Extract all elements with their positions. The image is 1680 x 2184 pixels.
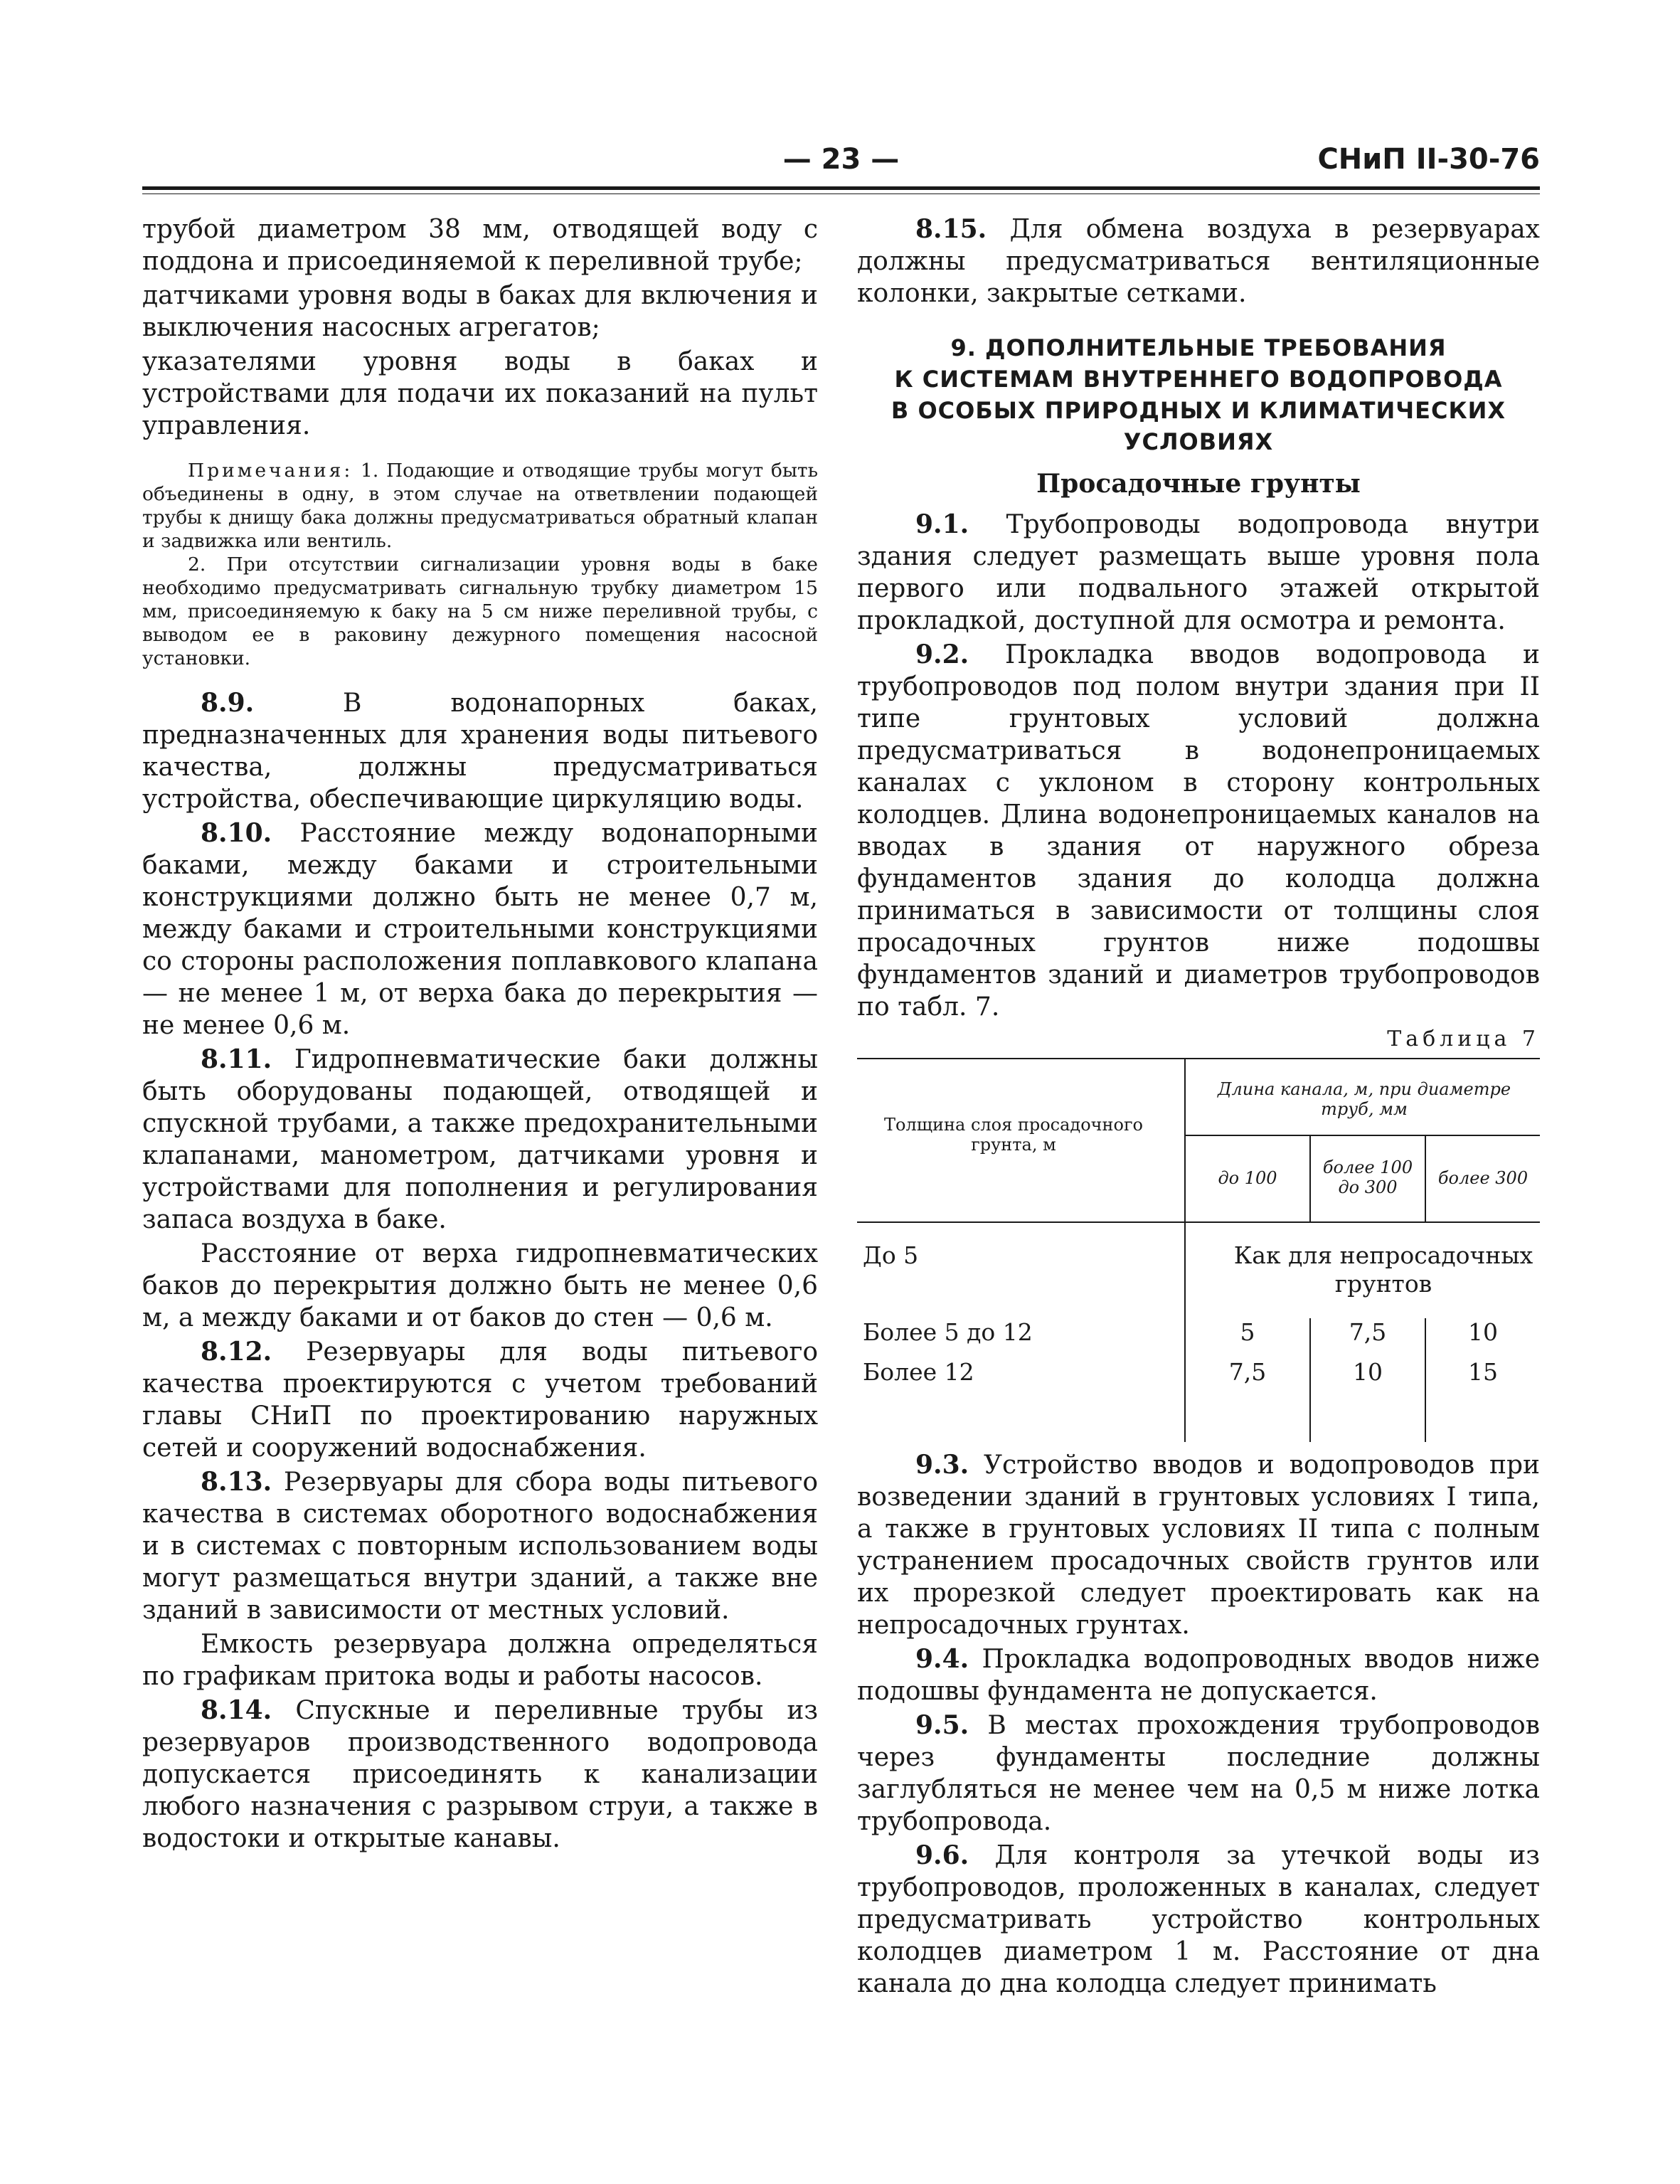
clause-text: Спускные и переливные трубы из резервуаров производственного водопровода допускается присоединять к канализации любого назначения с разрывом струи, а также в водостоки и открытые канавы. <box>142 1696 818 1853</box>
section-title-line-3: В ОСОБЫХ ПРИРОДНЫХ И КЛИМАТИЧЕСКИХ <box>890 397 1506 424</box>
table-row2-label: Более 5 до 12 <box>863 1318 1033 1346</box>
section-title <box>857 332 1540 457</box>
table-header-group-rule <box>1184 1135 1540 1136</box>
list-item-level-indicators: указателями уровня воды в баках и устройствами для подачи их показаний на пульт управления. <box>142 347 818 440</box>
table-row2-col1: 5 <box>1240 1318 1255 1346</box>
section-title-line-4: УСЛОВИЯХ <box>1123 428 1274 455</box>
list-item-level-sensors: датчиками уровня воды в баках для включения и выключения насосных агрегатов; <box>142 281 818 342</box>
clause-9-5 <box>857 1709 1540 1838</box>
table-subheader-3: более 300 <box>1437 1168 1529 1188</box>
table-row3-col3: 15 <box>1468 1358 1498 1386</box>
clause-number: 9.4. <box>915 1644 969 1674</box>
table-row3-label: Более 12 <box>863 1358 974 1386</box>
table-subheader-2: более 100 до 300 <box>1322 1157 1413 1197</box>
section-title-line-1: 9. ДОПОЛНИТЕЛЬНЫЕ ТРЕБОВАНИЯ <box>950 334 1447 361</box>
note-1 <box>142 459 818 553</box>
clause-number: 9.3. <box>915 1450 969 1480</box>
clause-8-11-continued: Расстояние от верха гидропневматических баков до перекрытия должно быть не менее 0,6 м, а между баками и от баков до стен — 0,6 м. <box>142 1239 818 1332</box>
table-row2-col3: 10 <box>1468 1318 1498 1346</box>
clause-number: 8.11. <box>201 1044 272 1074</box>
clause-number: 8.12. <box>201 1337 272 1367</box>
clause-8-13-continued: Емкость резервуара должна определяться по графикам притока воды и работы насосов. <box>142 1630 818 1691</box>
table-row3-col2: 10 <box>1353 1358 1383 1386</box>
table-7 <box>857 1058 1540 1442</box>
clause-text: Прокладка вводов водопровода и трубопроводов под полом внутри здания при II типе грунтовых условий должна предусматриваться в водонепроницаемых каналах с уклоном в сторону контрольных колодцев. Длина водонепроницаемых каналов на вводах в здания от наружного обреза фундаментов здания до колодца должна приниматься в зависимости от толщины слоя просадочных грунтов ниже подошвы фундаментов зданий и диаметров трубопроводов по табл. 7. <box>857 640 1540 1022</box>
clause-number: 9.2. <box>915 640 969 669</box>
note-2: 2. При отсутствии сигнализации уровня воды в баке необходимо предусматривать сигнальную трубку диаметром 15 мм, присоединяемую к баку на 5 см ниже переливной трубы, с выводом ее в раковину дежурного помещения насосной установки. <box>142 553 818 669</box>
table-caption: Таблица 7 <box>1387 1027 1540 1051</box>
clause-8-11 <box>142 1044 818 1236</box>
table-top-rule <box>857 1058 1540 1059</box>
clause-8-9 <box>142 687 818 815</box>
table-row2-col2: 7,5 <box>1349 1318 1387 1346</box>
table-subheader-1: до 100 <box>1218 1168 1277 1188</box>
table-row1-span: Как для непросадочных грунтов <box>1233 1241 1533 1298</box>
table-row3-col1: 7,5 <box>1228 1358 1267 1386</box>
clause-9-2 <box>857 639 1540 1023</box>
table-vline-2 <box>1309 1135 1311 1221</box>
page-header <box>142 142 1540 185</box>
clause-text: Трубопроводы водопровода внутри здания следует размещать выше уровня пола первого или подвального этажей открытой прокладкой, доступной для осмотра и ремонта. <box>857 510 1540 635</box>
clause-number: 9.1. <box>915 509 969 539</box>
clause-number: 8.15. <box>915 214 987 244</box>
subsection-title: Просадочные грунты <box>1036 469 1361 499</box>
clause-text: Резервуары для сбора воды питьевого качества в системах оборотного водоснабжения и в системах с повторным использованием воды могут размещаться внутри зданий, а также вне зданий в зависимости от местных условий. <box>142 1468 818 1625</box>
clause-9-3 <box>857 1449 1540 1641</box>
clause-text: Гидропневматические баки должны быть оборудованы подающей, отводящей и спускной трубами, а также предохранительными клапанами, манометром, датчиками уровня и устройствами для пополнения и регулирования запаса воздуха в баке. <box>142 1045 818 1234</box>
clause-8-12 <box>142 1336 818 1464</box>
document-code: СНиП II-30-76 <box>1317 143 1540 176</box>
clause-text: В водонапорных баках, предназначенных для хранения воды питьевого качества, должны предусматриваться устройства, обеспечивающие циркуляцию воды. <box>142 689 818 814</box>
clause-9-1 <box>857 509 1540 637</box>
table-group-header: Длина канала, м, при диаметре труб, мм <box>1217 1079 1511 1119</box>
clause-text: Резервуары для воды питьевого качества проектируются с учетом требований главы СНиП по проектированию наружных сетей и сооружений водоснабжения. <box>142 1337 818 1463</box>
clause-9-6 <box>857 1840 1540 2000</box>
paragraph-continued: трубой диаметром 38 мм, отводящей воду с поддона и присоединяемой к переливной трубе; <box>142 215 818 276</box>
left-column <box>142 213 818 1857</box>
table-col1-header: Толщина слоя просадочного грунта, м <box>884 1115 1143 1155</box>
section-title-line-2: К СИСТЕМАМ ВНУТРЕННЕГО ВОДОПРОВОДА <box>894 366 1503 393</box>
clause-number: 8.14. <box>201 1695 272 1725</box>
notes-block <box>142 459 818 670</box>
clause-text: Для контроля за утечкой воды из трубопроводов, проложенных в каналах, следует предусматривать устройство контрольных колодцев диаметром 1 м. Расстояние от дна канала до дна колодца следует принимать <box>857 1841 1540 1998</box>
clause-number: 9.6. <box>915 1840 969 1870</box>
clause-8-14 <box>142 1695 818 1855</box>
clause-text: Прокладка водопроводных вводов ниже подошвы фундамента не допускается. <box>857 1645 1540 1706</box>
page-number: — 23 — <box>782 143 900 176</box>
table-row1-label: До 5 <box>863 1241 919 1269</box>
clause-8-10 <box>142 817 818 1041</box>
clause-text: В местах прохождения трубопроводов через фундаменты последние должны заглубляться не менее чем на 0,5 м ниже лотка трубопровода. <box>857 1711 1540 1836</box>
header-rule-thick <box>142 186 1540 190</box>
note-1-text: 1. Подающие и отводящие трубы могут быть объединены в одну, в этом случае на ответвлении подающей трубы к днищу бака должны предусматриваться обратный клапан и задвижка или вентиль. <box>142 460 818 552</box>
notes-label: Примечания: <box>188 460 353 482</box>
clause-8-13 <box>142 1466 818 1626</box>
clause-9-4 <box>857 1643 1540 1707</box>
clause-number: 8.10. <box>201 818 272 848</box>
clause-number: 9.5. <box>915 1710 969 1740</box>
clause-8-15 <box>857 213 1540 309</box>
table-header-bottom-rule <box>857 1221 1540 1223</box>
clause-text: Для обмена воздуха в резервуарах должны предусматриваться вентиляционные колонки, закрытые сетками. <box>857 215 1540 308</box>
clause-text: Расстояние между водонапорными баками, между баками и строительными конструкциями должно быть не менее 0,7 м, между баками и строительными конструкциями со стороны расположения поплавкового клапана — не менее 1 м, от верха бака до перекрытия — не менее 0,6 м. <box>142 819 818 1040</box>
clause-text: Устройство вводов и водопроводов при возведении зданий в грунтовых условиях I типа, а также в грунтовых условиях II типа с полным устранением просадочных свойств грунтов или их прорезкой следует проектировать как на непросадочных грунтах. <box>857 1451 1540 1640</box>
clause-number: 8.9. <box>201 688 255 718</box>
right-column <box>857 213 1540 2002</box>
clause-number: 8.13. <box>201 1467 272 1497</box>
